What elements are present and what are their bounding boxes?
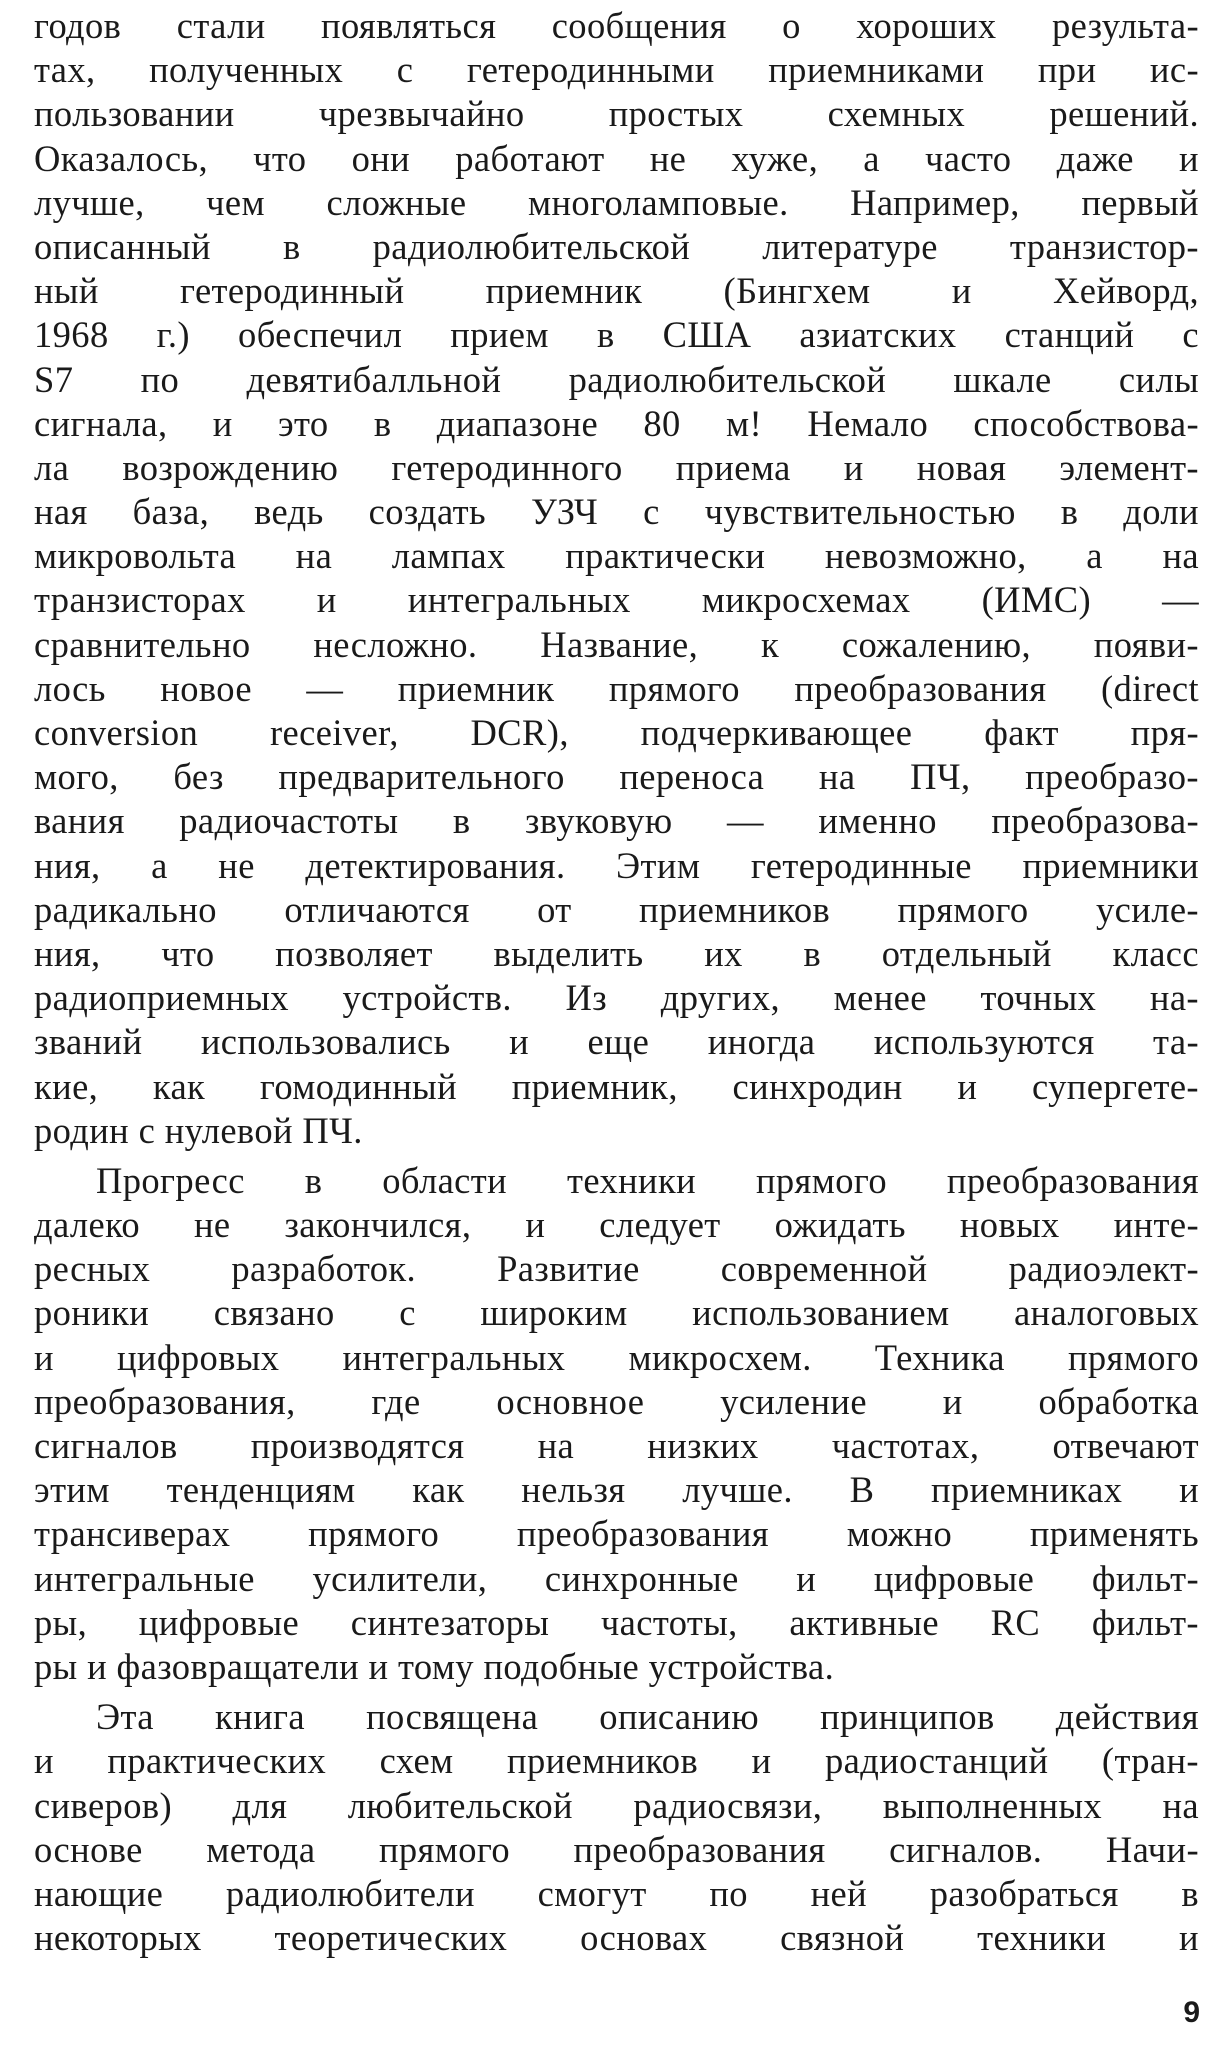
page-number: 9	[1183, 1996, 1200, 2029]
text-line: Оказалось, что они работают не хуже, а часто даже и	[34, 137, 1199, 179]
text-line: радикально отличаются от приемников прямого усиле-	[34, 888, 1199, 930]
text-line: транзисторах и интегральных микросхемах (ИМС) —	[34, 579, 1199, 621]
text-line: микровольта на лампах практически невозможно, а на	[34, 535, 1199, 577]
text-line: ния, а не детектирования. Этим гетеродинные приемники	[34, 844, 1199, 886]
paragraph	[34, 1695, 1199, 1960]
text-line: вания радиочастоты в звуковую — именно преобразова-	[34, 800, 1199, 842]
text-line: ры, цифровые синтезаторы частоты, активные RC фильт-	[34, 1601, 1199, 1643]
text-line: S7 по девятибалльной радиолюбительской шкале силы	[34, 358, 1199, 400]
text-line: трансиверах прямого преобразования можно применять	[34, 1513, 1199, 1555]
text-line: кие, как гомодинный приемник, синхродин и супергете-	[34, 1065, 1199, 1107]
text-line: ла возрождению гетеродинного приема и новая элемент-	[34, 446, 1199, 488]
text-line: сигнала, и это в диапазоне 80 м! Немало способствова-	[34, 402, 1199, 444]
text-line: ный гетеродинный приемник (Бингхем и Хейворд,	[34, 270, 1199, 312]
text-line: тах, полученных с гетеродинными приемниками при ис-	[34, 49, 1199, 91]
text-line: этим тенденциям как нельзя лучше. В приемниках и	[34, 1469, 1199, 1511]
text-line: роники связано с широким использованием аналоговых	[34, 1292, 1199, 1334]
text-line: ры и фазовращатели и тому подобные устройства.	[34, 1645, 835, 1687]
text-line: преобразования, где основное усиление и обработка	[34, 1380, 1199, 1422]
text-line: ная база, ведь создать УЗЧ с чувствительностью в доли	[34, 491, 1199, 533]
text-line: сигналов производятся на низких частотах, отвечают	[34, 1425, 1199, 1466]
text-line: лось новое — приемник прямого преобразования (direct	[34, 667, 1199, 709]
text-line: 1968 г.) обеспечил прием в США азиатских станций с	[34, 314, 1199, 356]
text-line: и цифровых интегральных микросхем. Техника прямого	[34, 1336, 1199, 1378]
text-line: пользовании чрезвычайно простых схемных решений.	[34, 93, 1199, 135]
text-line: ния, что позволяет выделить их в отдельный класс	[34, 932, 1199, 974]
text-line: далеко не закончился, и следует ожидать новых инте-	[34, 1204, 1199, 1246]
text-line: Эта книга посвящена описанию принципов действия	[96, 1696, 1199, 1738]
text-line: сиверов) для любительской радиосвязи, выполненных на	[34, 1784, 1199, 1826]
text-line: званий использовались и еще иногда используются та-	[34, 1021, 1199, 1063]
text-line: нающие радиолюбители смогут по ней разобраться в	[34, 1872, 1199, 1914]
body-text	[34, 4, 1199, 1960]
text-line: годов стали появляться сообщения о хороших результа-	[34, 5, 1199, 46]
text-line: радиоприемных устройств. Из других, менее точных на-	[34, 977, 1199, 1019]
text-line: Прогресс в области техники прямого преобразования	[96, 1159, 1199, 1201]
text-line: интегральные усилители, синхронные и цифровые фильт-	[34, 1557, 1199, 1599]
text-line: лучше, чем сложные многоламповые. Например, первый	[34, 181, 1199, 223]
text-line: conversion receiver, DCR), подчеркивающее факт пря-	[34, 712, 1199, 753]
text-line: сравнительно несложно. Название, к сожалению, появи-	[34, 623, 1199, 665]
text-line: мого, без предварительного переноса на ПЧ, преобразо-	[34, 756, 1199, 798]
text-line: родин с нулевой ПЧ.	[34, 1109, 363, 1151]
paragraph	[34, 1159, 1199, 1689]
text-line: основе метода прямого преобразования сигналов. Начи-	[34, 1828, 1199, 1870]
text-line: описанный в радиолюбительской литературе транзистор-	[34, 225, 1199, 267]
text-line: некоторых теоретических основах связной техники и	[34, 1917, 1199, 1959]
text-line: ресных разработок. Развитие современной радиоэлект-	[34, 1248, 1199, 1290]
paragraph	[34, 4, 1199, 1153]
text-line: и практических схем приемников и радиостанций (тран-	[34, 1740, 1199, 1782]
